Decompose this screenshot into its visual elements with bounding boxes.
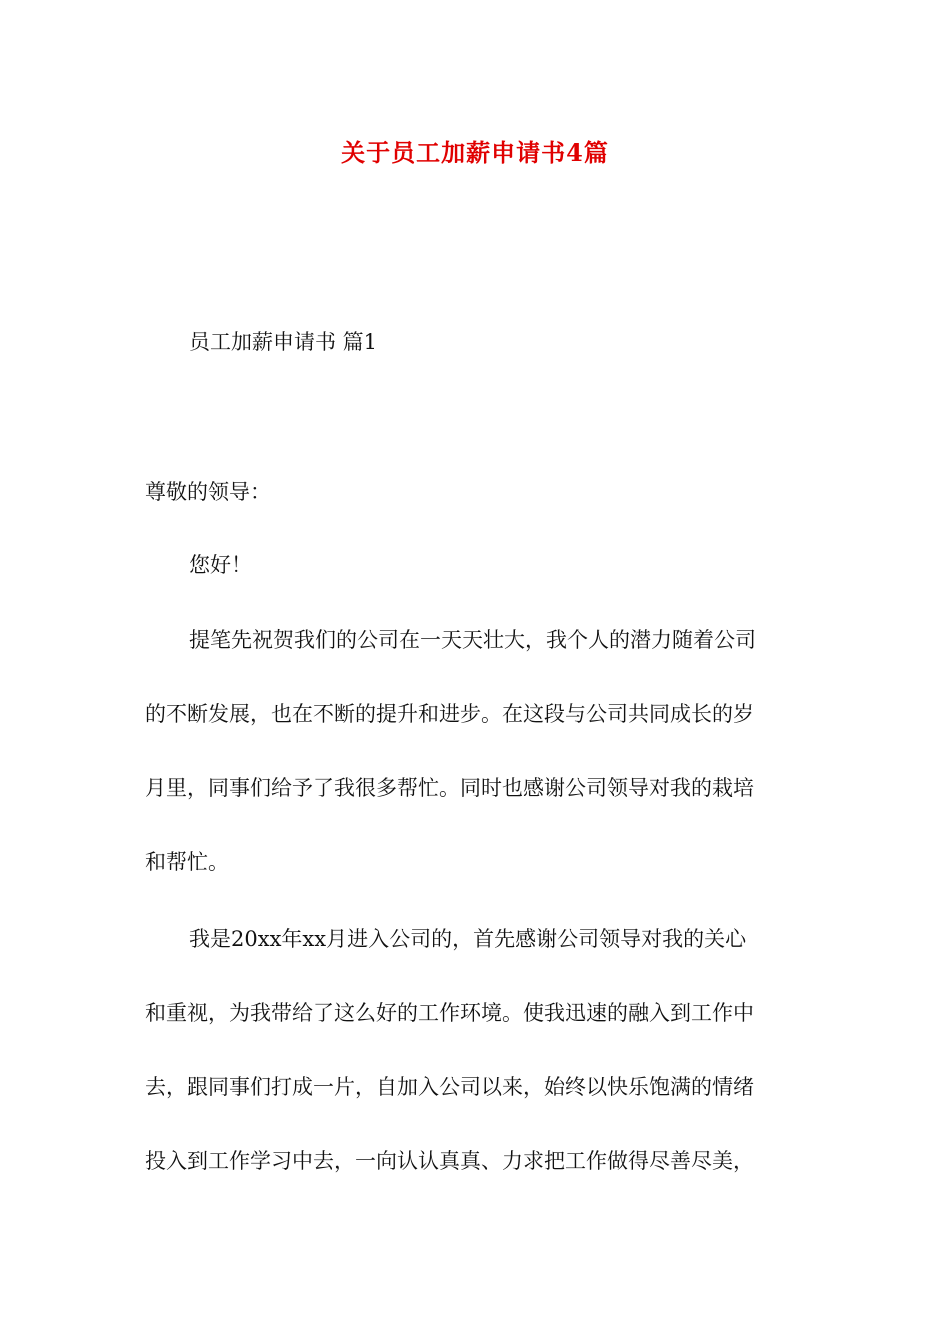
salutation: 尊敬的领导： (145, 480, 271, 504)
paragraph-line: 提笔先祝贺我们的公司在一天天壮大，我个人的潜力随着公司 (189, 628, 756, 652)
paragraph-line: 去，跟同事们打成一片，自加入公司以来，始终以快乐饱满的情绪 (145, 1075, 754, 1099)
paragraph-line: 和帮忙。 (145, 850, 229, 874)
paragraph-line: 投入到工作学习中去，一向认认真真、力求把工作做得尽善尽美， (145, 1149, 754, 1173)
greeting: 您好！ (189, 553, 252, 577)
section-heading: 员工加薪申请书 篇1 (189, 330, 378, 354)
body-paragraph (145, 625, 810, 921)
body-paragraph (145, 924, 810, 1220)
paragraph-line: 的不断发展，也在不断的提升和进步。在这段与公司共同成长的岁 (145, 702, 754, 726)
document-title: 关于员工加薪申请书4篇 (341, 138, 609, 167)
paragraph-line: 和重视，为我带给了这么好的工作环境。使我迅速的融入到工作中 (145, 1001, 754, 1025)
paragraph-line: 我是20xx年xx月进入公司的，首先感谢公司领导对我的关心 (189, 927, 747, 951)
paragraph-line: 月里，同事们给予了我很多帮忙。同时也感谢公司领导对我的栽培 (145, 776, 754, 800)
